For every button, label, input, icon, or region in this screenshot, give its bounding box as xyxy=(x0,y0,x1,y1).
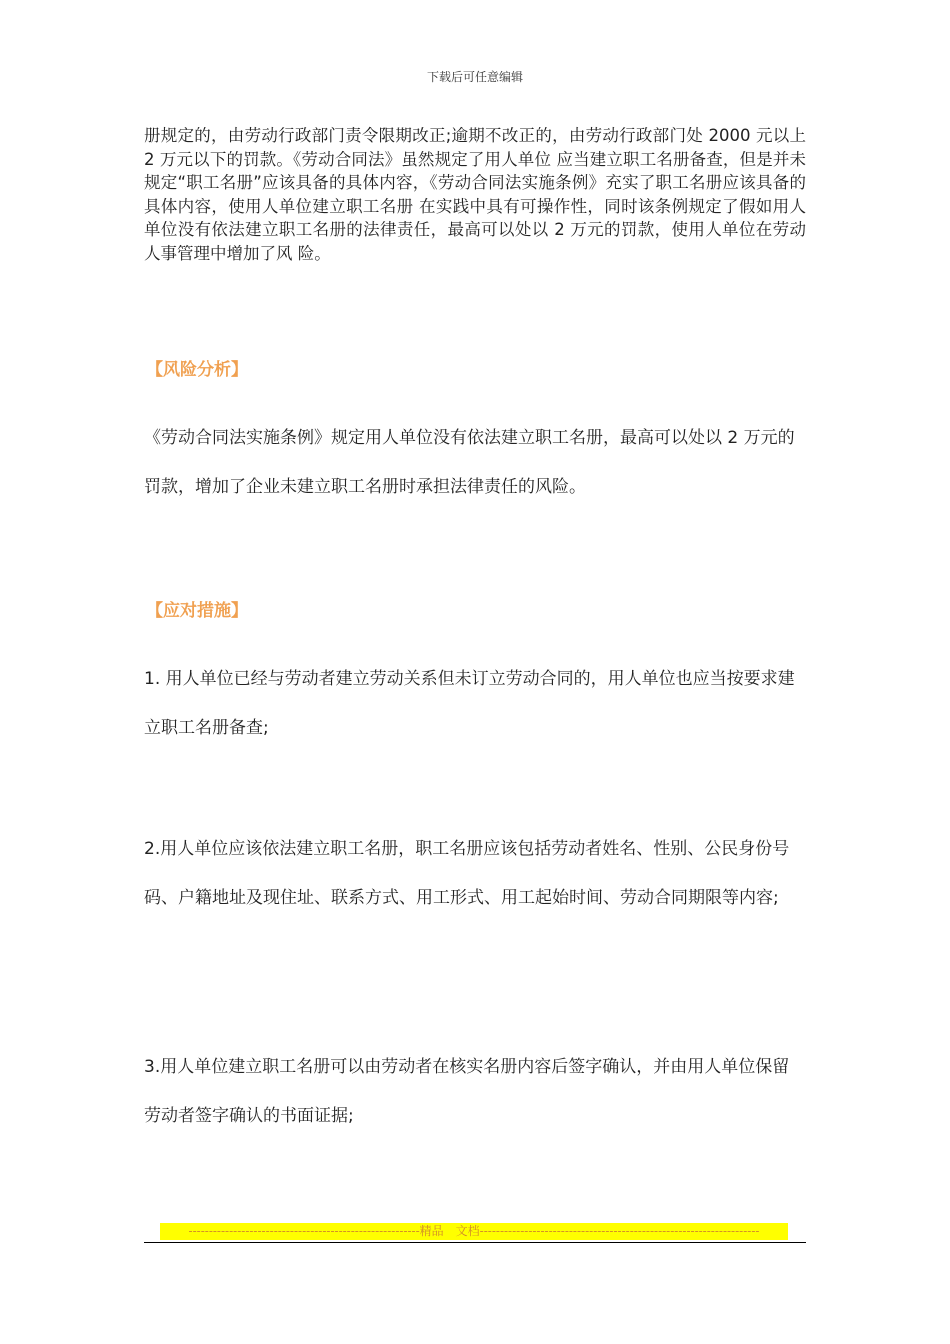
countermeasure-item-2: 2.用人单位应该依法建立职工名册，职工名册应该包括劳动者姓名、性别、公民身份号码、户籍地址及现住址、联系方式、用工形式、用工起始时间、劳动合同期限等内容; xyxy=(144,839,790,908)
countermeasures-heading: 【应对措施】 xyxy=(146,601,248,621)
footer-watermark-band: ---------------------------------------------------------精品 文档--------------------------------------------------------------------- xyxy=(160,1223,788,1240)
risk-analysis-heading: 【风险分析】 xyxy=(146,360,248,380)
risk-analysis-paragraph: 《劳动合同法实施条例》规定用人单位没有依法建立职工名册，最高可以处以 2 万元的罚款，增加了企业未建立职工名册时承担法律责任的风险。 xyxy=(144,428,795,497)
footer-divider xyxy=(144,1242,806,1243)
countermeasure-item-1: 1. 用人单位已经与劳动者建立劳动关系但未订立劳动合同的，用人单位也应当按要求建立职工名册备查; xyxy=(144,669,795,738)
countermeasure-item-3: 3.用人单位建立职工名册可以由劳动者在核实名册内容后签字确认，并由用人单位保留劳动者签字确认的书面证据; xyxy=(144,1057,790,1126)
intro-paragraph: 册规定的，由劳动行政部门责令限期改正;逾期不改正的，由劳动行政部门处 2000 元以上 2 万元以下的罚款。《劳动合同法》虽然规定了用人单位 应当建立职工名册备查，但是并未规定“职工名册”应该具备的具体内容，《劳动合同法实施条例》充实了职工名册应该具备的具体内容，使用人单位建立职工名册 在实践中具有可操作性，同时该条例规定了假如用人单位没有依法建立职工名册的法律责任，最高可以处以 2 万元的罚款，使用人单位在劳动人事管理中增加了风 险。 xyxy=(144,126,806,263)
page-header-note: 下载后可任意编辑 xyxy=(426,70,523,84)
